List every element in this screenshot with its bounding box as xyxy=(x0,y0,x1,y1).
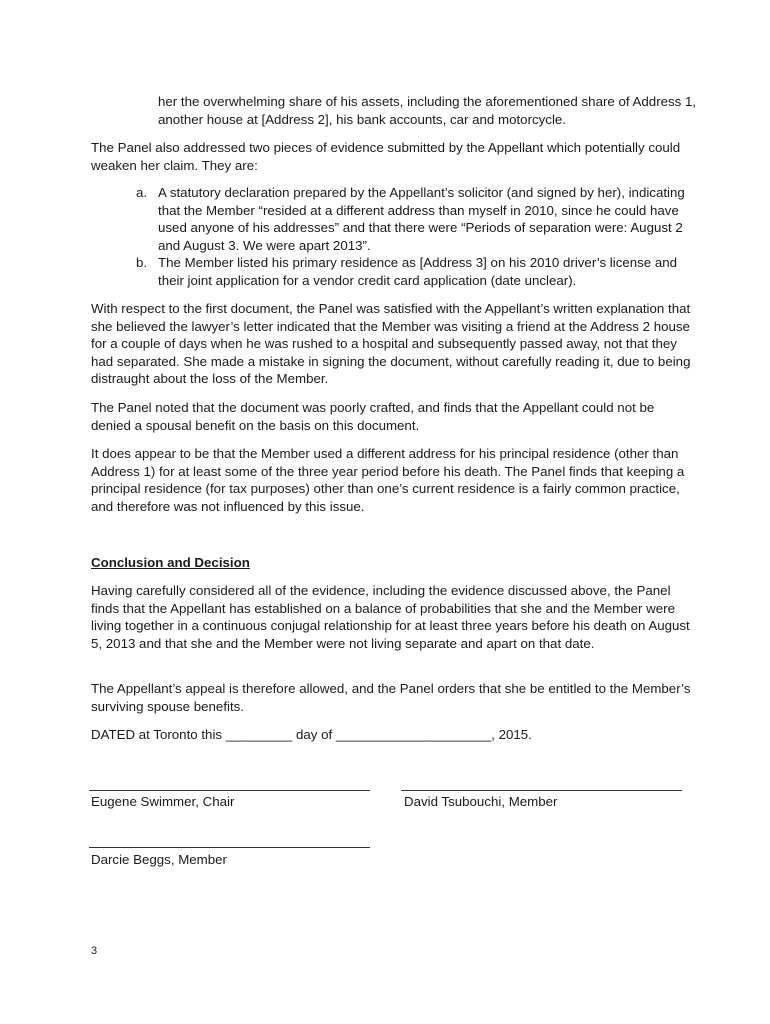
paragraph-principal-residence: It does appear to be that the Member used a different address for his principal residence (other than Address 1) for at least some of the three year period before his death. The Panel finds that keeping a principal residence (for tax purposes) other than one’s current residence is a fairly common practice, and therefore was not influenced by this issue. xyxy=(91,446,685,514)
paragraph-evidence-intro: The Panel also addressed two pieces of evidence submitted by the Appellant which potentially could weaken her claim. They are: xyxy=(91,140,681,173)
signature-name-member-1: David Tsubouchi, Member xyxy=(404,794,558,809)
signature-line-chair xyxy=(89,790,370,791)
list-item xyxy=(91,184,701,254)
section-heading: Conclusion and Decision xyxy=(91,555,250,570)
signature-name-chair: Eugene Swimmer, Chair xyxy=(91,794,235,809)
evidence-list xyxy=(91,184,701,290)
list-marker: b. xyxy=(136,255,148,271)
paragraph-first-document: With respect to the first document, the Panel was satisfied with the Appellant’s written explanation that she believed the lawyer’s letter indicated that the Member was visiting a friend at the Address 2 house for a couple of days when he was rushed to a hospital and subsequently passed away, not that they had separated. She made a mistake in signing the document, without carefully reading it, due to being distraught about the loss of the Member. xyxy=(91,301,691,387)
paragraph-conclusion: Having carefully considered all of the evidence, including the evidence discussed above, the Panel finds that the Appellant has established on a balance of probabilities that she and the Member were living together in a continuous conjugal relationship for at least three years before his death on August 5, 2013 and that she and the Member were not living separate and apart on that date. xyxy=(91,583,690,651)
list-item-text: A statutory declaration prepared by the Appellant’s solicitor (and signed by her), indicating that the Member “resided at a different address than myself in 2010, since he could have used anyone of his addresses” and that there were “Periods of separation were: August 2 and August 3. We were apart 2013”. xyxy=(158,185,685,253)
signature-line-member-1 xyxy=(401,790,682,791)
dated-line: DATED at Toronto this _________ day of _____________________, 2015. xyxy=(91,727,532,742)
list-item-text: The Member listed his primary residence as [Address 3] on his 2010 driver’s license and their joint application for a vendor credit card application (date unclear). xyxy=(158,255,678,288)
list-marker: a. xyxy=(136,185,148,200)
list-item xyxy=(91,254,701,289)
signature-line-member-2 xyxy=(89,847,370,848)
paragraph-appeal-allowed: The Appellant’s appeal is therefore allowed, and the Panel orders that she be entitled to the Member’s surviving spouse benefits. xyxy=(91,681,691,714)
paragraph-poorly-crafted: The Panel noted that the document was poorly crafted, and finds that the Appellant could not be denied a spousal benefit on the basis on this document. xyxy=(91,400,655,433)
signature-name-member-2: Darcie Beggs, Member xyxy=(91,852,227,867)
continued-list-item: her the overwhelming share of his assets, including the aforementioned share of Address 1, another house at [Address 2], his bank accounts, car and motorcycle. xyxy=(158,94,697,127)
page-number: 3 xyxy=(91,945,98,957)
